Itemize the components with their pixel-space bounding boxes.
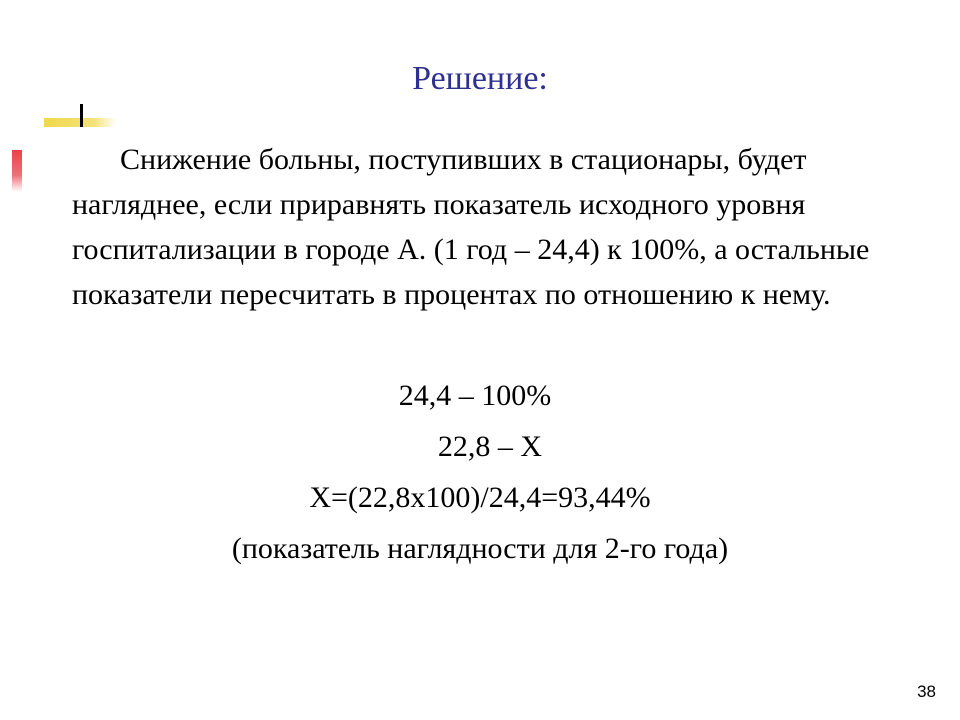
calculation-block — [0, 370, 960, 574]
calculation-line-4: (показатель наглядности для 2-го года) — [231, 532, 729, 565]
calculation-line-2: 22,8 – Х — [437, 430, 543, 463]
page-number: 38 — [917, 682, 936, 701]
calculation-line-3: Х=(22,8х100)/24,4=93,44% — [309, 481, 651, 514]
slide-title: Решение: — [412, 60, 548, 97]
solution-paragraph: Снижение больны, поступивших в стационары, будет нагляднее, если приравнять показатель исходного уровня госпитализации в городе А. (1 год – 24,4) к 100%, а остальные показатели пересчитать в процентах по отношению к нему. — [72, 143, 870, 311]
body-text — [72, 137, 932, 317]
calculation-line-1: 24,4 – 100% — [398, 379, 552, 412]
decorative-red-bar — [12, 150, 22, 192]
